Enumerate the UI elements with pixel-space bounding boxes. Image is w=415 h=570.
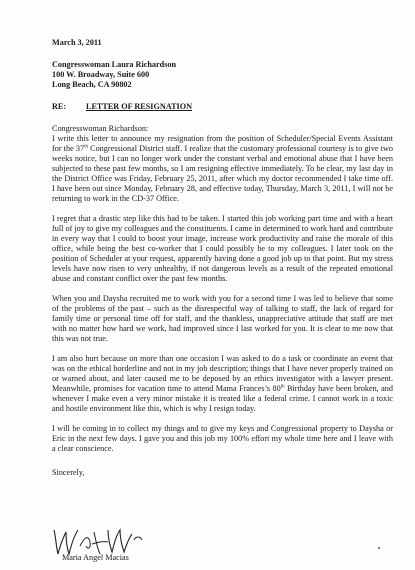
recipient-street: 100 W. Broadway, Suite 600: [52, 70, 150, 79]
paragraph-4-part-b: Birthday have been broken, and whenever I make even a very minor mistake it is treated like a federal crime. I cannot work in a toxic and hostile environment like this, which is why I resign today.: [52, 384, 393, 413]
paragraph-4: [52, 354, 393, 414]
closing: Sincerely,: [52, 468, 85, 477]
recipient-address: [52, 60, 393, 90]
paragraph-1-part-a: I write this letter to announce my resignation from the position of Scheduler/Special Events Assistant for the 37: [52, 134, 393, 153]
salutation: Congresswoman Richardson:: [52, 124, 149, 133]
subject-text: LETTER OF RESIGNATION: [86, 102, 193, 111]
letter-body: [52, 38, 393, 478]
paragraph-2: I regret that a drastic step like this had to be taken. I started this job working part time and with a heart full of joy to give my colleagues and the constituents. I came in determined to work hard and contribute in every way that I could to boost your image, increase work productivity and raise the morale of this office, while being the best co-worker that I could possibly be to my colleagues. I later took on the position of Scheduler at your request, apparently having done a good job up to that point. But my stress levels have now risen to very unhealthy, if not dangerous levels as a result of the repeated emotional abuse and constant conflict over the past few months.: [52, 214, 393, 283]
ordinal-suffix: th: [280, 384, 285, 390]
scan-speck: [378, 547, 380, 549]
paragraph-1: [52, 134, 393, 204]
subject-label: RE:: [52, 102, 67, 111]
paragraph-1-part-b: Congressional District staff. I realize that the customary professional courtesy is to give two weeks notice, but I can no longer work under the constant verbal and emotional abuse that I have been subjected to these past few months, so I am resigning effective immediately. To be clear, my last day in the District Office was Friday, February 25, 2011, after which my doctor recommended I take time off. I have been out since Monday, February 28, and effective today, Thursday, March 3, 2011, I will not be returning to work in the CD-37 Office.: [52, 144, 393, 203]
letter-date: March 3, 2011: [52, 38, 102, 47]
recipient-city: Long Beach, CA 90802: [52, 80, 132, 89]
signer-name: Maria Angel Macias: [62, 553, 129, 562]
subject-line: [52, 102, 393, 112]
paragraph-4-part-a: I am also hurt because on more than one occasion I was asked to do a task or coordinate an event that was on the ethical borderline and not in my job description; things that I have never properly trained on or warned about, and later caused me to be deposed by an ethics investigator with a lawyer present. Meanwhile, promises for vacation time to attend Mama Frances’s 80: [52, 354, 393, 393]
recipient-name: Congresswoman Laura Richardson: [52, 60, 177, 69]
ordinal-suffix: th: [84, 144, 88, 150]
paragraph-5: I will be coming in to collect my things and to give my keys and Congressional property to Daysha or Eric in the next few days. I gave you and this job my 100% effort my whole time here and I leave with a clear conscience.: [52, 424, 393, 453]
paragraph-3: When you and Daysha recruited me to work with you for a second time I was led to believe that some of the problems of the past – such as the disrespectful way of talking to staff, the lack of regard for family time or personal time off for staff, and the thankless, unappreciative attitude that staff are met with no matter how hard we work, had improved since I last worked for you. It is clear to me now that this was not true.: [52, 294, 393, 343]
